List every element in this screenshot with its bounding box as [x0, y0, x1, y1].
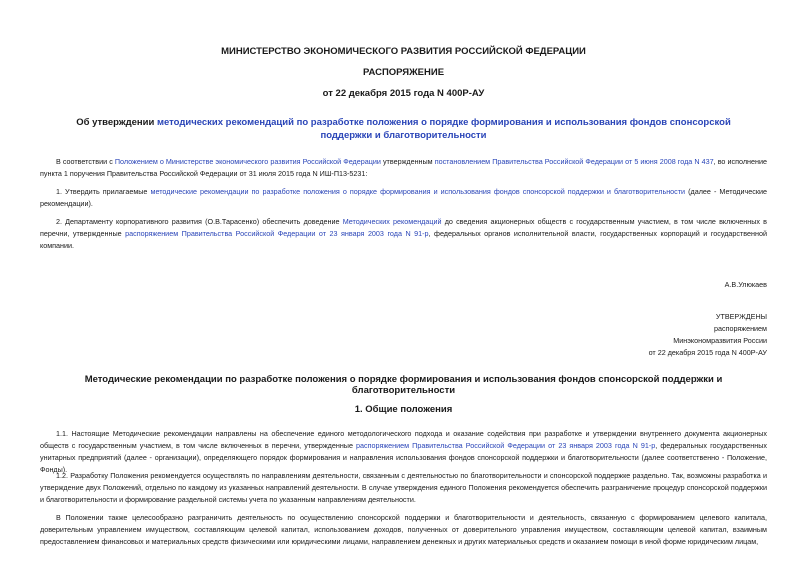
title-prefix: Об утверждении — [76, 117, 157, 128]
government-decree-link[interactable]: постановлением Правительства Российской Федерации от 5 июня 2008 года N 437 — [434, 157, 714, 166]
ministry-regulation-link[interactable]: Положением о Министерстве экономического развития Российской Федерации — [114, 157, 381, 166]
approval-line-2: распоряжением — [713, 324, 767, 333]
p13-text: В Положении также целесообразно разграничить деятельность по осуществлению спонсорской поддержки и благотворительности и деятельность, связанную с формированием целевого капитала, доверительным управлением имуществом, составляющим целевой капитал, использованием доходов, полученных от доверительного управления имуществом, составляющим целевой капитал, взаимным предоставлением финансовых и материальных средств физическими или юридическими лицами, направлением денежных и других материальных средств и оказанием помощи в иной форме юридическим лицам, — [40, 513, 767, 546]
title-link[interactable]: методических рекомендаций по разработке положения о порядке формирования и использования фондов спонсорской поддержки и благотворительности — [156, 117, 731, 141]
p11-text-1: 1.1. Настоящие Методические рекомендации направлены на обеспечение единого методологического подхода и оказание содействия при разработке и утверждении внутреннего документа акционерных обществ с государственным участием, в том числе включенных в перечни, утвержденные — [40, 429, 767, 450]
preamble-paragraph — [40, 156, 767, 180]
item-2-text-1: 2. Департаменту корпоративного развития (О.В.Тарасенко) обеспечить доведение — [56, 217, 343, 226]
item-1-text-2: (далее - Методические рекомендации). — [40, 187, 767, 208]
signature: А.В.Улюкаев — [724, 280, 767, 289]
approval-line-1: УТВЕРЖДЕНЫ — [715, 312, 767, 321]
section-1-title: 1. Общие положения — [354, 404, 453, 415]
document-title — [60, 117, 747, 142]
ministry-heading: МИНИСТЕРСТВО ЭКОНОМИЧЕСКОГО РАЗВИТИЯ РОССИЙСКОЙ ФЕДЕРАЦИИ — [221, 46, 586, 57]
doc-type-heading: РАСПОРЯЖЕНИЕ — [362, 67, 445, 78]
preamble-text-2: утвержденным — [380, 157, 435, 166]
p11-order-link[interactable]: распоряжением Правительства Российской Федерации от 23 января 2003 года N 91-р — [356, 441, 656, 450]
item-2-text-3: , федеральных органов исполнительной власти, государственных корпораций и государственной компании. — [40, 229, 767, 250]
item-1-paragraph — [40, 186, 767, 210]
item-1-text-1: 1. Утвердить прилагаемые — [56, 187, 151, 196]
approval-line-3: Минэкономразвития России — [673, 336, 767, 345]
approval-line-4: от 22 декабря 2015 года N 400Р-АУ — [648, 348, 767, 357]
p11-text-2: , федеральных государственных унитарных предприятий (далее - организации), определяющего порядок формирования и направления использования фондов спонсорской поддержки и благотворительности (далее соответственно - Положение, Фонды). — [40, 441, 767, 474]
item-2-text-2: до сведения акционерных обществ с государственным участием, в том числе включенных в перечни, утвержденные — [40, 217, 768, 238]
paragraph-1-1 — [40, 428, 767, 476]
paragraph-1-2 — [40, 470, 767, 506]
recommendations-title: Методические рекомендации по разработке положения о порядке формирования и использования фондов спонсорской поддержки и благотворительности — [84, 374, 723, 396]
recommendations-link[interactable]: методические рекомендации по разработке положения о порядке формирования и использования фондов спонсорской поддержки и благотворительности — [150, 187, 686, 196]
preamble-text-1: В соответствии с — [56, 157, 115, 166]
recommendations-short-link[interactable]: Методических рекомендаций — [342, 217, 442, 226]
doc-date-heading: от 22 декабря 2015 года N 400Р-АУ — [322, 88, 485, 99]
paragraph-1-3 — [40, 512, 767, 548]
p12-text: 1.2. Разработку Положения рекомендуется осуществлять по направлениям деятельности, связанным с деятельностью по благотворительности и спонсорской поддержке раздельно. Так, возможны разработка и утверждение двух Положений, отдельно по каждому из указанных направлений деятельности. В случае утверждения единого Положения рекомендуется обеспечить разграничение процедур спонсорской поддержки и благотворительности и формирование раздельной системы учета по указанным направлениям деятельности. — [40, 471, 767, 504]
preamble-text-3: , во исполнение пункта 1 поручения Правительства Российской Федерации от 31 июля 2015 года N ИШ-П13-5231: — [40, 157, 767, 178]
order-91r-link[interactable]: распоряжением Правительства Российской Федерации от 23 января 2003 года N 91-р — [125, 229, 429, 238]
item-2-paragraph — [40, 216, 767, 252]
approval-block — [649, 311, 767, 359]
